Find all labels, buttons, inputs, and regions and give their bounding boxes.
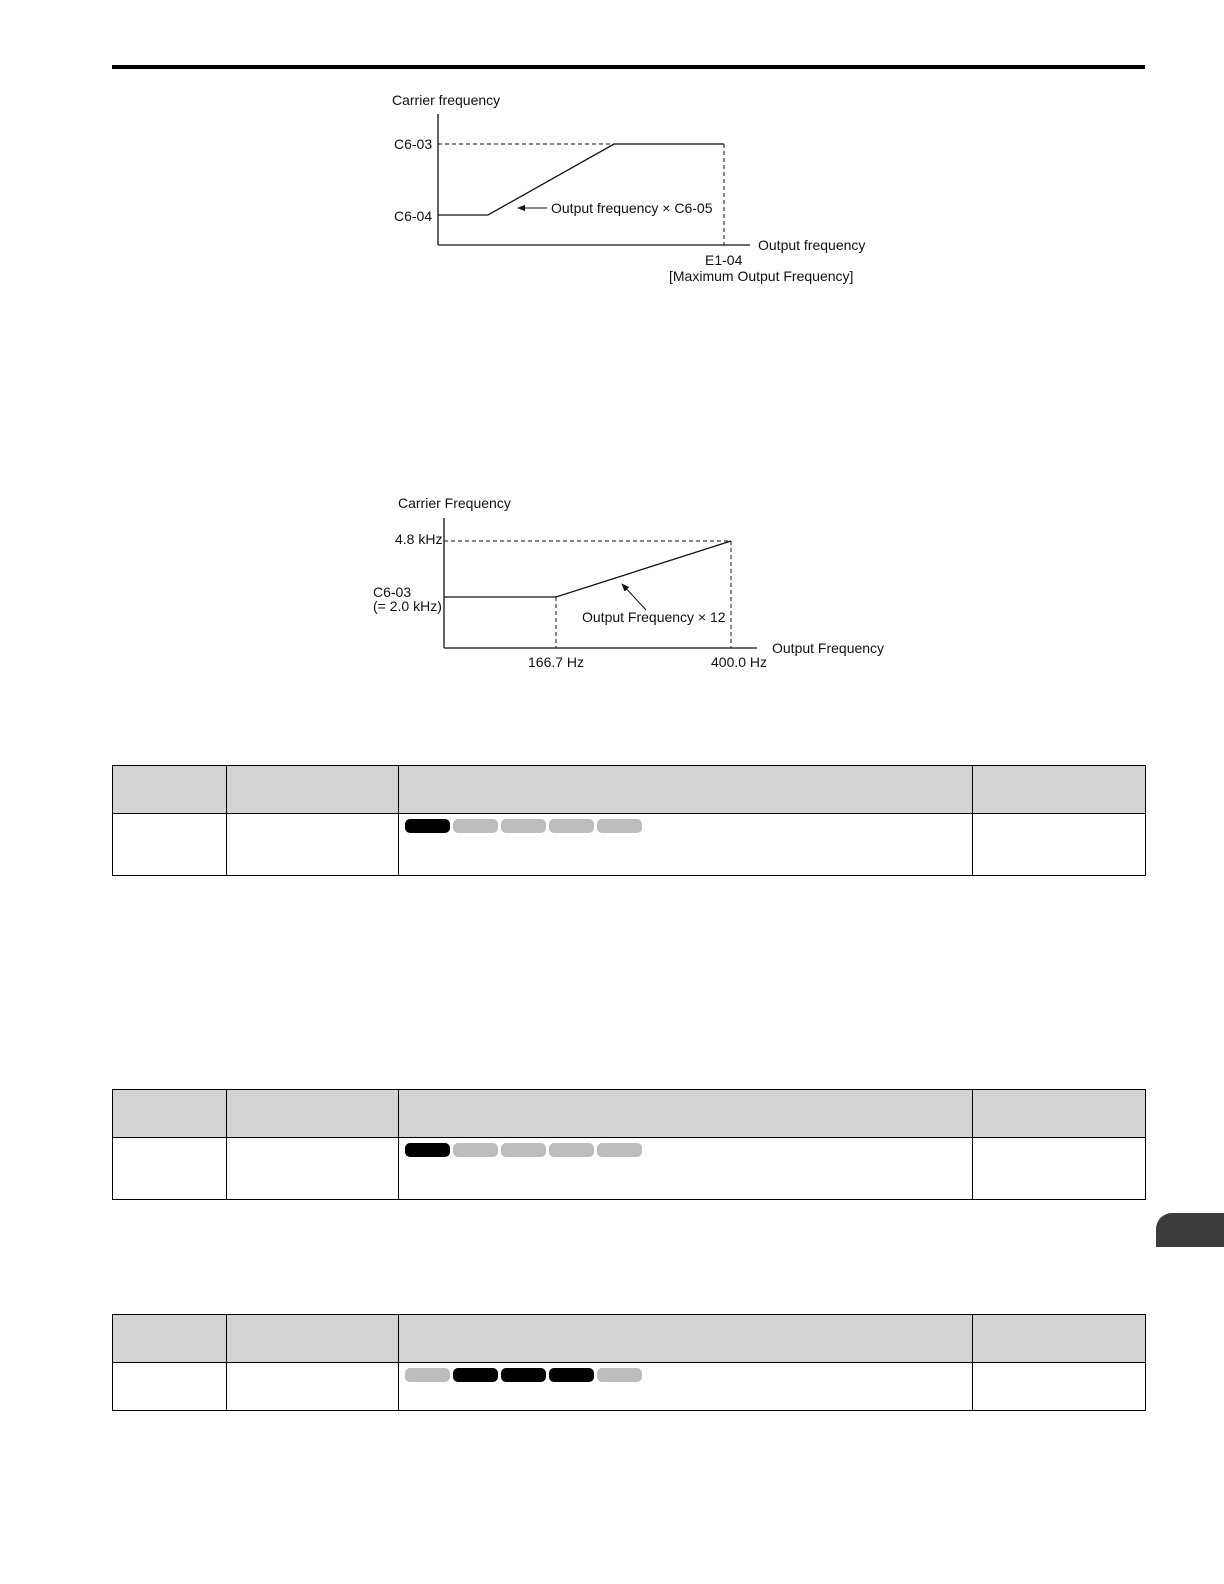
table-header-row	[113, 1315, 1146, 1363]
header-cell-no	[113, 766, 227, 814]
fig1-x-axis-label: Output frequency	[758, 237, 866, 253]
header-cell-description	[399, 766, 973, 814]
control-mode-pill-inactive	[597, 819, 642, 833]
parameter-table-2	[112, 1089, 1146, 1200]
header-cell-default	[973, 1090, 1146, 1138]
fig2-carrier-curve	[444, 541, 731, 597]
control-mode-pill-inactive	[453, 819, 498, 833]
fig1-y-tick-c6-04: C6-04	[394, 208, 433, 224]
cell-description	[399, 814, 973, 876]
table-row	[113, 1138, 1146, 1200]
fig1-y-tick-c6-03: C6-03	[394, 136, 433, 152]
table-header-row	[113, 766, 1146, 814]
page-top-rule	[112, 65, 1145, 69]
control-mode-pill-inactive	[501, 819, 546, 833]
control-mode-pills	[399, 1138, 972, 1157]
cell-no	[113, 1138, 227, 1200]
control-mode-pill-active	[453, 1368, 498, 1382]
cell-default	[973, 1363, 1146, 1411]
control-mode-pill-active	[549, 1368, 594, 1382]
fig2-x-axis-label: Output Frequency	[772, 640, 885, 656]
control-mode-pill-inactive	[405, 1368, 450, 1382]
control-mode-pill-inactive	[549, 1143, 594, 1157]
control-mode-pill-inactive	[597, 1143, 642, 1157]
control-mode-pill-inactive	[549, 819, 594, 833]
table-row	[113, 1363, 1146, 1411]
cell-default	[973, 1138, 1146, 1200]
table-row	[113, 814, 1146, 876]
header-cell-default	[973, 766, 1146, 814]
fig1-slope-label: Output frequency × C6-05	[551, 200, 713, 216]
fig2-slope-label: Output Frequency × 12	[582, 609, 726, 625]
fig1-x-tick-caption: [Maximum Output Frequency]	[669, 268, 854, 284]
cell-name	[227, 1138, 399, 1200]
carrier-frequency-figure-1	[0, 85, 1224, 300]
header-cell-name	[227, 1315, 399, 1363]
table-header-row	[113, 1090, 1146, 1138]
cell-no	[113, 1363, 227, 1411]
chapter-side-tab[interactable]	[1156, 1213, 1224, 1247]
cell-name	[227, 814, 399, 876]
parameter-table-3	[112, 1314, 1146, 1411]
fig1-x-tick-e1-04: E1-04	[705, 252, 743, 268]
carrier-frequency-figure-2	[0, 488, 1224, 678]
control-mode-pill-inactive	[597, 1368, 642, 1382]
fig2-slope-arrow	[622, 584, 646, 610]
header-cell-no	[113, 1090, 227, 1138]
parameter-table-1	[112, 765, 1146, 876]
control-mode-pill-active	[501, 1368, 546, 1382]
control-mode-pill-active	[405, 819, 450, 833]
control-mode-pills	[399, 814, 972, 833]
header-cell-no	[113, 1315, 227, 1363]
header-cell-description	[399, 1315, 973, 1363]
cell-description	[399, 1138, 973, 1200]
header-cell-name	[227, 766, 399, 814]
header-cell-default	[973, 1315, 1146, 1363]
control-mode-pill-inactive	[453, 1143, 498, 1157]
header-cell-name	[227, 1090, 399, 1138]
fig2-x-tick-left: 166.7 Hz	[528, 654, 585, 670]
fig2-y-tick-lower-line2: (= 2.0 kHz)	[373, 598, 442, 614]
cell-no	[113, 814, 227, 876]
header-cell-description	[399, 1090, 973, 1138]
control-mode-pills	[399, 1363, 972, 1382]
fig2-y-tick-lower-line1: C6-03	[373, 584, 412, 600]
fig2-y-tick-upper: 4.8 kHz	[395, 531, 443, 547]
control-mode-pill-inactive	[501, 1143, 546, 1157]
cell-name	[227, 1363, 399, 1411]
fig1-y-axis-label: Carrier frequency	[392, 92, 501, 108]
cell-default	[973, 814, 1146, 876]
fig2-x-tick-right: 400.0 Hz	[711, 654, 768, 670]
fig2-y-axis-label: Carrier Frequency	[398, 495, 511, 511]
cell-description	[399, 1363, 973, 1411]
control-mode-pill-active	[405, 1143, 450, 1157]
